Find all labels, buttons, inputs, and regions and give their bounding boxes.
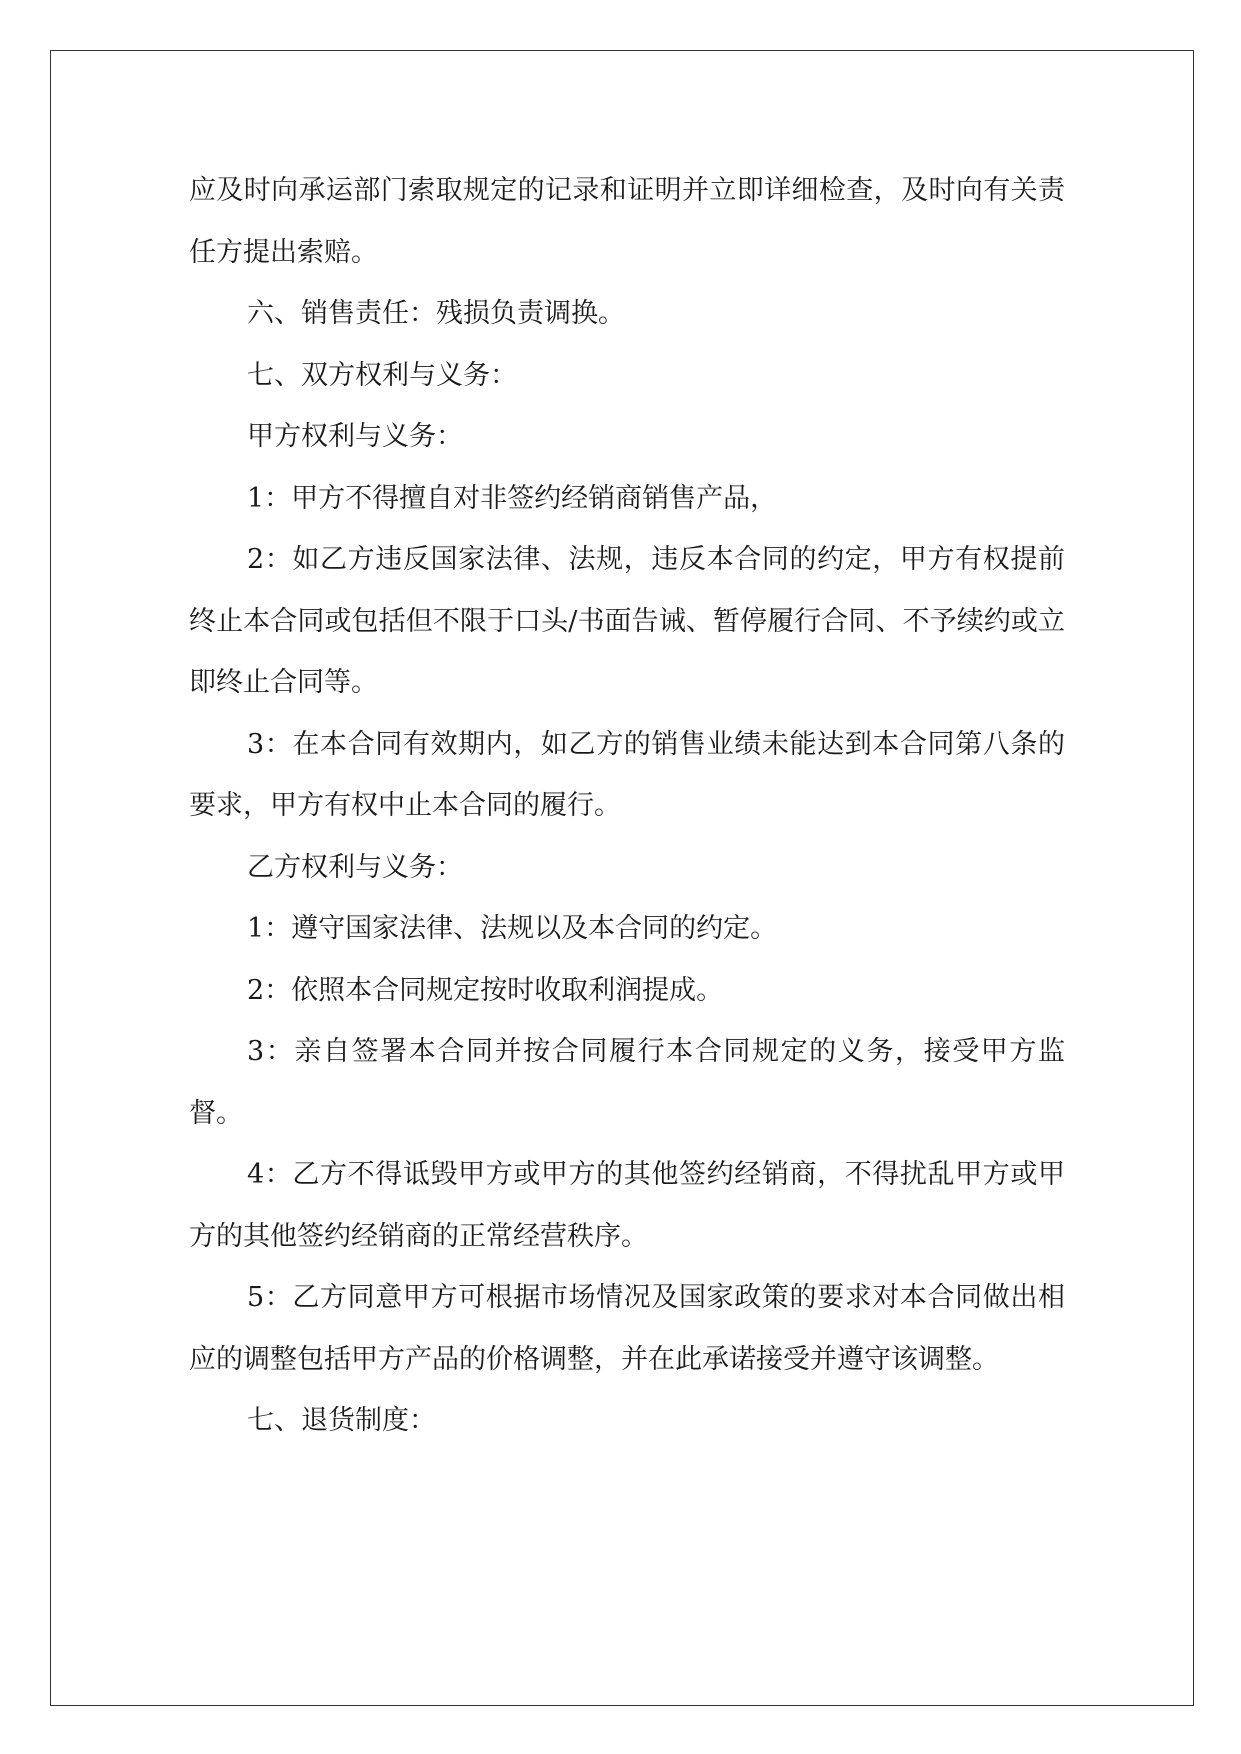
party-a-item-1: 1：甲方不得擅自对非签约经销商销售产品， xyxy=(247,482,778,514)
party-a-item-2: 2：如乙方违反国家法律、法规，违反本合同的约定，甲方有权提前终止本合同或包括但不限于口头/书面告诫、暂停履行合同、不予续约或立即终止合同等。 xyxy=(189,544,1065,698)
clause-return-policy: 七、退货制度： xyxy=(247,1405,436,1436)
party-a-heading: 甲方权利与义务： xyxy=(247,421,463,452)
party-b-item-1: 1：遵守国家法律、法规以及本合同的约定。 xyxy=(247,913,778,944)
clause-six-sales-responsibility: 六、销售责任：残损负责调换。 xyxy=(247,298,625,329)
party-b-item-3: 3：亲自签署本合同并按合同履行本合同规定的义务，接受甲方监督。 xyxy=(189,1036,1065,1129)
party-a-item-3: 3：在本合同有效期内，如乙方的销售业绩未能达到本合同第八条的要求，甲方有权中止本合同的履行。 xyxy=(189,728,1065,821)
document-body xyxy=(189,160,1065,1452)
party-b-heading: 乙方权利与义务： xyxy=(247,851,463,883)
party-b-item-4: 4：乙方不得诋毁甲方或甲方的其他签约经销商，不得扰乱甲方或甲方的其他签约经销商的正常经营秩序。 xyxy=(189,1159,1065,1252)
party-b-item-5: 5：乙方同意甲方可根据市场情况及国家政策的要求对本合同做出相应的调整包括甲方产品的价格调整，并在此承诺接受并遵守该调整。 xyxy=(189,1282,1065,1375)
clause-seven-rights-obligations: 七、双方权利与义务： xyxy=(247,359,517,391)
paragraph-continuation: 应及时向承运部门索取规定的记录和证明并立即详细检查，及时向有关责任方提出索赔。 xyxy=(189,175,1065,268)
party-b-item-2: 2：依照本合同规定按时收取利润提成。 xyxy=(247,974,724,1006)
